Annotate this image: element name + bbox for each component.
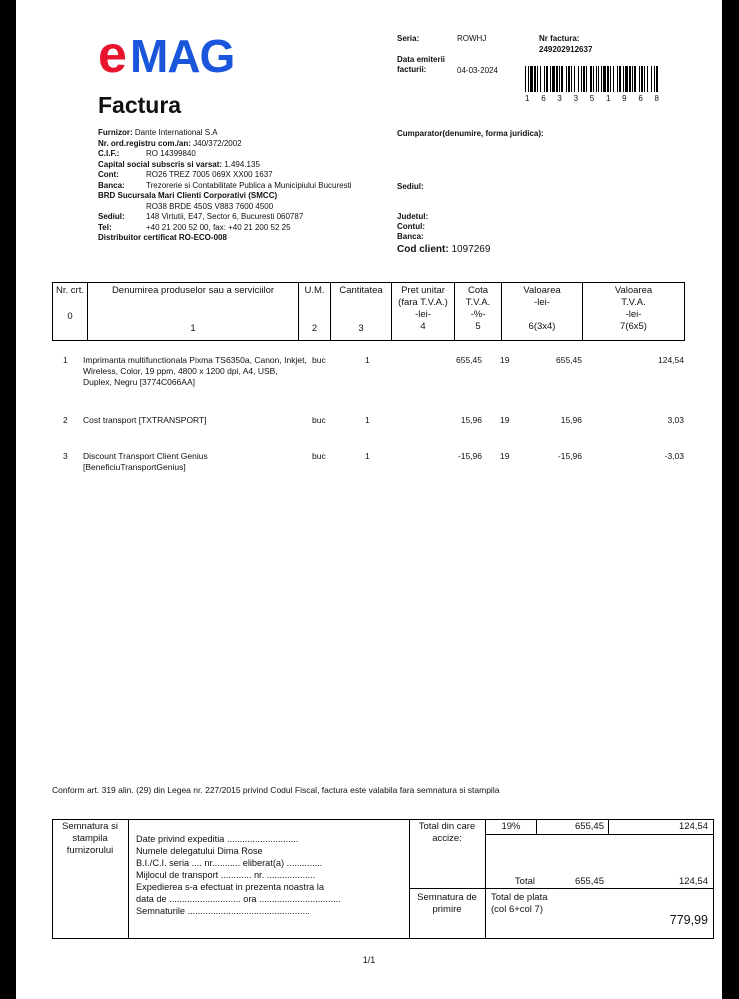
- barcode-bar: [647, 66, 648, 92]
- barcode-bar: [639, 66, 640, 92]
- seria-label: Seria:: [397, 34, 420, 43]
- barcode-digit: 8: [654, 94, 659, 103]
- barcode-bar: [574, 66, 575, 92]
- barcode-bar: [632, 66, 633, 92]
- date-label: Data emiterii facturii:: [397, 55, 446, 74]
- barcode-bar: [625, 66, 628, 92]
- client-code: Cod client: 1097269: [397, 244, 491, 255]
- barcode-bar: [571, 66, 572, 92]
- barcode-bar: [607, 66, 609, 92]
- barcode-bar: [559, 66, 560, 92]
- barcode-bar: [651, 66, 652, 92]
- col-qty: Cantitatea 3: [331, 283, 392, 341]
- total-vat: 124,54: [678, 876, 708, 887]
- buyer-signature-label: Semnatura de primire: [417, 892, 477, 915]
- item-qty: 1: [365, 415, 370, 425]
- barcode-digit: 6: [638, 94, 643, 103]
- net-total: 655,45: [574, 821, 604, 832]
- barcode-bar: [525, 66, 526, 92]
- item-vat-rate: 19: [500, 355, 510, 365]
- item-price: 655,45: [456, 355, 482, 365]
- seria-value: ROWHJ: [457, 34, 487, 43]
- invoice-page: [16, 0, 722, 999]
- item-value: 15,96: [560, 415, 582, 425]
- barcode-bar: [629, 66, 631, 92]
- item-qty: 1: [365, 451, 370, 461]
- item-nr: 3: [63, 451, 68, 461]
- barcode-digit: 1: [605, 94, 611, 103]
- buyer-banca-label: Banca:: [397, 232, 424, 241]
- invoice-number-label: Nr factura:: [539, 34, 580, 43]
- barcode-bar: [603, 66, 606, 92]
- barcode-bar: [566, 66, 567, 92]
- grand-total: 779,99: [669, 913, 708, 927]
- barcode-bar: [544, 66, 545, 92]
- item-nr: 1: [63, 355, 68, 365]
- page-number: 1/1: [362, 955, 376, 965]
- barcode-digit: 3: [573, 94, 579, 103]
- item-um: buc: [312, 355, 326, 365]
- invoice-title: Factura: [98, 92, 182, 118]
- item-price: -15,96: [457, 451, 482, 461]
- legal-note: Conform art. 319 alin. (29) din Legea nr. 227/2015 privind Codul Fiscal, factura este valabila fara semnatura si stampila: [52, 785, 500, 795]
- invoice-number-value: 249202912637: [539, 45, 593, 54]
- barcode-bar: [540, 66, 541, 92]
- barcode-bar: [586, 66, 587, 92]
- barcode-bar: [644, 66, 645, 92]
- total-label: Total: [514, 876, 535, 887]
- total-net: 655,45: [574, 876, 604, 887]
- buyer-label: Cumparator(denumire, forma juridica):: [397, 129, 544, 138]
- barcode-bar: [623, 66, 624, 92]
- item-vat-rate: 19: [500, 451, 510, 461]
- item-vat-value: 124,54: [658, 355, 684, 365]
- col-vat-rate: Cota T.V.A. -%- 5: [455, 283, 502, 341]
- barcode-bar: [601, 66, 602, 92]
- item-price: 15,96: [460, 415, 482, 425]
- vat-total: 124,54: [678, 821, 708, 832]
- barcode-bar: [528, 66, 529, 92]
- barcode-bar: [537, 66, 538, 92]
- supplier-block: Furnizor: Dante International S.A Nr. ord.registru com./an: J40/372/2002 C.I.F.: RO 14399840 Capital social subscris si varsat: 1.494.135 Cont: RO26 TREZ 7005 069X XX00 1637 Banca: Trezorerie si Contabilitate Publica a Municipiului Bucuresti BRD Sucursala Mari Clienti Corporativi (SMCC) RO38 BRDE 450S V883 7600 4500 Sediul: 148 Virtutii, E47, Sector 6, Bucuresti 060787 Tel: +40 21 200 52 00, fax: +40 21 200 52 25 Distribuitor certificat RO-ECO-008: [98, 128, 352, 242]
- barcode-bar: [610, 66, 611, 92]
- item-qty: 1: [365, 355, 370, 365]
- barcode-bar: [581, 66, 582, 92]
- total-payment-label: Total de plata (col 6+col 7): [491, 892, 548, 915]
- barcode-digits: [525, 94, 659, 103]
- signature-supplier-label: Semnatura si stampila furnizorului: [62, 821, 118, 856]
- barcode-bar: [613, 66, 614, 92]
- date-value: 04-03-2024: [457, 66, 498, 75]
- buyer-sediul-label: Sediul:: [397, 182, 424, 191]
- item-value: -15,96: [557, 451, 582, 461]
- vat-rate-total: 19%: [501, 821, 521, 832]
- barcode-bar: [656, 66, 658, 92]
- total-excise-label: Total din care accize:: [418, 821, 476, 844]
- col-value: Valoarea -lei- 6(3x4): [502, 283, 583, 341]
- col-vat-value: Valoarea T.V.A. -lei- 7(6x5): [583, 283, 685, 341]
- item-um: buc: [312, 415, 326, 425]
- barcode-bar: [552, 66, 555, 92]
- item-vat-value: -3,03: [664, 451, 684, 461]
- item-name: Imprimanta multifunctionala Pixma TS6350a, Canon, Inkjet, Wireless, Color, 19 ppm, 4800 x 1200 dpi, A4, USB, Duplex, Negru [3774C066AA]: [83, 355, 307, 387]
- item-value: 655,45: [556, 355, 582, 365]
- barcode: [525, 66, 659, 92]
- barcode-bar: [654, 66, 655, 92]
- col-price: Pret unitar (fara T.V.A.) -lei- 4: [392, 283, 455, 341]
- barcode-bar: [634, 66, 636, 92]
- barcode-bar: [530, 66, 533, 92]
- buyer-judetul-label: Judetul:: [397, 212, 429, 221]
- item-vat-value: 3,03: [667, 415, 684, 425]
- svg-text:MAG: MAG: [130, 30, 235, 82]
- barcode-digit: 1: [525, 94, 530, 103]
- barcode-digit: 9: [622, 94, 627, 103]
- barcode-bar: [550, 66, 551, 92]
- barcode-bar: [598, 66, 599, 92]
- barcode-digit: 3: [557, 94, 562, 103]
- barcode-bar: [568, 66, 570, 92]
- barcode-bar: [596, 66, 597, 92]
- col-name: Denumirea produselor sau a serviciilor 1: [88, 283, 299, 341]
- barcode-bar: [583, 66, 585, 92]
- barcode-bar: [593, 66, 594, 92]
- barcode-bar: [556, 66, 558, 92]
- barcode-bar: [534, 66, 536, 92]
- barcode-bar: [561, 66, 563, 92]
- item-um: buc: [312, 451, 326, 461]
- svg-text:e: e: [98, 26, 125, 82]
- barcode-digit: 5: [589, 94, 595, 103]
- col-nr: Nr. crt. 0: [53, 283, 88, 341]
- barcode-digit: 6: [541, 94, 546, 103]
- item-nr: 2: [63, 415, 68, 425]
- barcode-bar: [546, 66, 548, 92]
- item-name: Cost transport [TXTRANSPORT]: [83, 415, 207, 425]
- barcode-bar: [578, 66, 579, 92]
- item-name: Discount Transport Client Genius [BeneficiuTransportGenius]: [83, 451, 208, 472]
- barcode-bar: [641, 66, 643, 92]
- col-um: U.M. 2: [299, 283, 331, 341]
- items-header-table: [52, 282, 685, 341]
- emag-logo: [98, 22, 268, 82]
- barcode-bar: [617, 66, 618, 92]
- expedition-block: Date privind expeditia ............................ Numele delegatului Dima Rose B.I./C.I. seria .... nr........... eliberat(a) .............. Mijlocul de transport ............ nr. ................... Expedierea s-a efectuat in prezenta noastra la data de ............................ ora ................................ Semnaturile ................................................: [136, 834, 341, 916]
- barcode-bar: [590, 66, 592, 92]
- buyer-contul-label: Contul:: [397, 222, 425, 231]
- barcode-bar: [619, 66, 621, 92]
- item-vat-rate: 19: [500, 415, 510, 425]
